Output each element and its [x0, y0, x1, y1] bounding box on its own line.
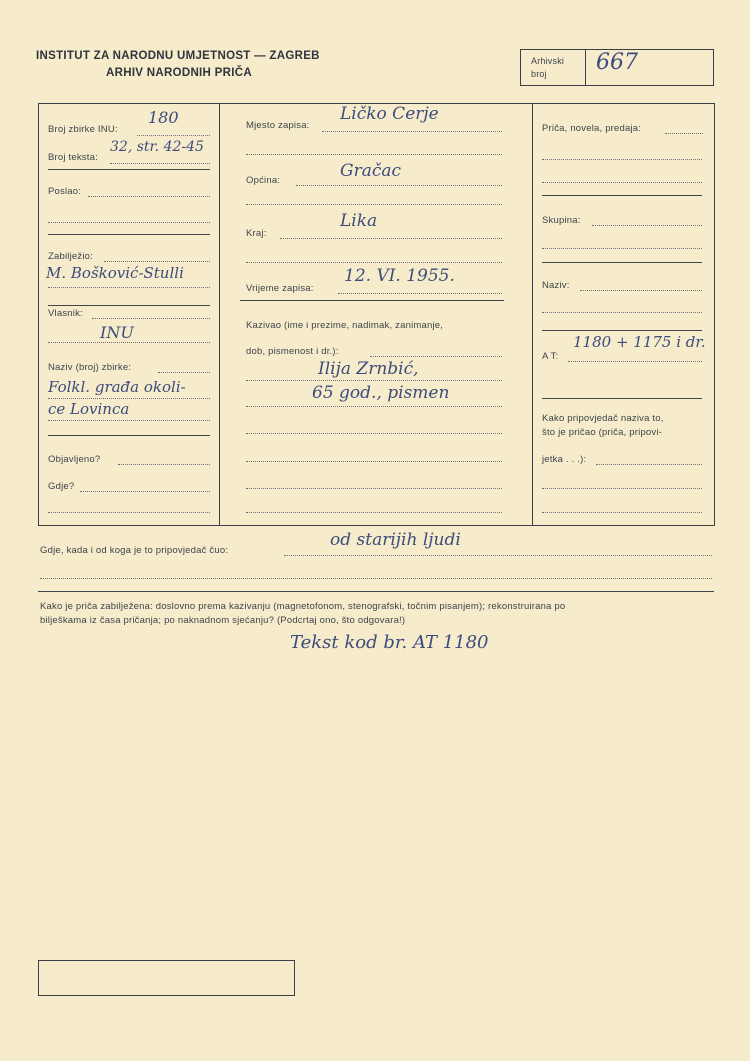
- column-divider-right: [532, 104, 533, 525]
- archive-number-label-2: broj: [531, 69, 547, 79]
- narrator-naming-label-3: jetka . . .):: [542, 454, 587, 465]
- recording-note: Tekst kod br. AT 1180: [290, 632, 489, 653]
- recorded-by-label: Zabilježio:: [48, 251, 93, 262]
- municipality-label: Općina:: [246, 175, 281, 186]
- bottom-box: [38, 960, 295, 996]
- heard-from-value: od starijih ljudi: [330, 530, 461, 550]
- owner-value: INU: [100, 323, 134, 342]
- collection-no-label: Broj zbirke INU:: [48, 124, 118, 135]
- narrator-label-1: Kazivao (ime i prezime, nadimak, zanimanje,: [246, 320, 444, 331]
- narrator-naming-label-1: Kako pripovjedač naziva to,: [542, 413, 664, 424]
- place-value: Ličko Cerje: [340, 104, 439, 124]
- region-label: Kraj:: [246, 228, 267, 239]
- text-no-value: 32, str. 42-45: [110, 139, 204, 155]
- date-value: 12. VI. 1955.: [344, 266, 455, 286]
- heard-from-label: Gdje, kada i od koga je to pripovjedač čuo:: [40, 545, 229, 556]
- published-label: Objavljeno?: [48, 454, 101, 465]
- archive-number-label-1: Arhivski: [531, 56, 565, 66]
- region-value: Lika: [340, 211, 378, 231]
- recording-method-line-1: Kako je priča zabilježena: doslovno prema kazivanju (magnetofonom, stenografski, točnim pisanjem); rekonstruirana po: [40, 601, 566, 612]
- collection-name-label: Naziv (broj) zbirke:: [48, 362, 132, 373]
- institute-title: INSTITUT ZA NARODNU UMJETNOST — ZAGREB: [36, 50, 320, 62]
- at-label: A T:: [542, 351, 559, 362]
- place-label: Mjesto zapisa:: [246, 120, 310, 131]
- archive-number-divider: [585, 50, 586, 85]
- narrator-line-1: Ilija Zrnbić,: [318, 359, 419, 379]
- owner-label: Vlasnik:: [48, 308, 83, 319]
- story-type-label: Priča, novela, predaja:: [542, 123, 642, 134]
- at-value: 1180 + 1175 i dr.: [573, 333, 706, 351]
- recorded-by-value: M. Bošković-Stulli: [46, 264, 184, 282]
- title-label: Naziv:: [542, 280, 570, 291]
- archive-number-value: 667: [596, 50, 638, 75]
- collection-name-line-2: ce Lovinca: [48, 400, 130, 418]
- collection-no-value: 180: [148, 108, 179, 127]
- narrator-line-2: 65 god., pismen: [312, 383, 450, 403]
- narrator-label-2: dob, pismenost i dr.):: [246, 346, 339, 357]
- narrator-naming-label-2: što je pričao (priča, pripovi-: [542, 427, 663, 438]
- recording-method-line-2: bilješkama iz časa pričanja; po naknadnom sjećanju? (Podcrtaj ono, što odgovara!): [40, 615, 406, 626]
- where-label: Gdje?: [48, 481, 75, 492]
- sent-by-label: Poslao:: [48, 186, 82, 197]
- column-divider-left: [219, 104, 220, 525]
- collection-name-line-1: Folkl. građa okoli-: [48, 378, 186, 396]
- text-no-label: Broj teksta:: [48, 152, 98, 163]
- municipality-value: Gračac: [340, 161, 402, 181]
- date-label: Vrijeme zapisa:: [246, 283, 314, 294]
- group-label: Skupina:: [542, 215, 581, 226]
- archive-title: ARHIV NARODNIH PRIČA: [106, 67, 252, 79]
